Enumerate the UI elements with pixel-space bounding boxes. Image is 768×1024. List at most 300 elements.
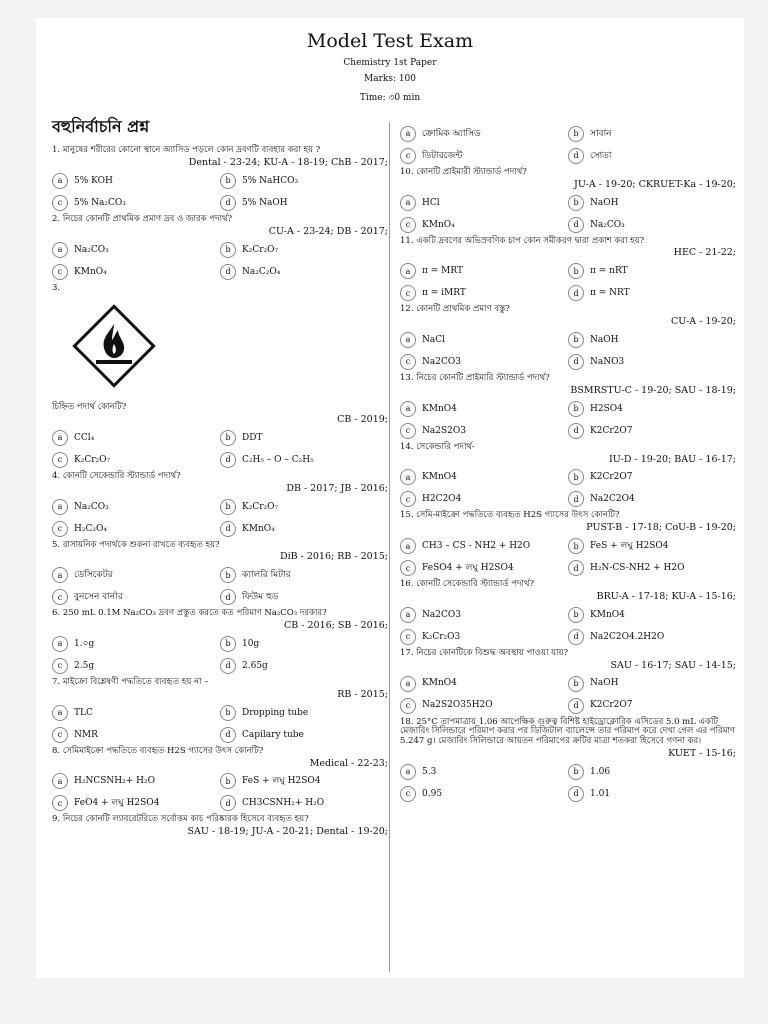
option-text: FeSO4 + লঘু H2SO4 <box>422 562 514 573</box>
answer-option[interactable] <box>400 764 568 780</box>
option-bubble[interactable]: a <box>52 567 68 583</box>
answer-option[interactable] <box>568 126 736 142</box>
answer-option[interactable] <box>400 676 568 692</box>
option-bubble[interactable]: b <box>568 332 584 348</box>
answer-option[interactable] <box>220 567 388 583</box>
question-item <box>400 168 736 233</box>
question-text <box>400 168 736 178</box>
question-body: মানুষের শরীরের কোনো স্থানে অ্যাসিড পড়লে কোন দ্রবণটি ব্যবহার করা হয় ? <box>62 145 321 156</box>
option-bubble[interactable]: d <box>568 491 584 507</box>
answer-option[interactable] <box>400 263 568 279</box>
option-bubble[interactable]: a <box>400 126 416 142</box>
answer-option[interactable] <box>568 332 736 348</box>
option-text: KMnO4 <box>422 472 457 483</box>
answer-option[interactable] <box>220 636 388 652</box>
option-text: 1.০g <box>74 638 95 649</box>
question-number: 11. <box>400 235 414 246</box>
question-source: DiB - 2016; RB - 2015; <box>279 551 388 563</box>
option-text: π = NRT <box>590 288 630 299</box>
option-bubble[interactable]: c <box>52 727 68 743</box>
option-text: K₂Cr₂O₇ <box>242 244 279 255</box>
option-bubble[interactable]: b <box>568 263 584 279</box>
answer-options <box>400 401 736 439</box>
time-label: Time: ৩0 min <box>359 93 421 103</box>
answer-option[interactable] <box>52 264 220 280</box>
exam-page <box>36 18 744 978</box>
answer-option[interactable] <box>220 727 388 743</box>
option-bubble[interactable]: a <box>52 499 68 515</box>
option-text: NaCl <box>422 334 446 345</box>
question-number: 3. <box>52 282 61 293</box>
question-item <box>400 580 736 645</box>
section-title: বহুনির্বাচনি প্রশ্ন <box>52 117 150 136</box>
option-text: ডিটারজেন্ট <box>422 150 463 161</box>
question-body: নিচের কোনটি প্রাইমারি স্ট্যান্ডার্ড পদার্থ? <box>416 373 550 384</box>
answer-option[interactable] <box>400 469 568 485</box>
option-bubble[interactable]: d <box>220 264 236 280</box>
answer-option[interactable] <box>52 727 220 743</box>
answer-option[interactable] <box>400 126 568 142</box>
option-bubble[interactable]: a <box>52 705 68 721</box>
question-source: HEC - 21-22; <box>673 247 736 259</box>
answer-option[interactable] <box>220 195 388 211</box>
option-text: 5.3 <box>422 766 437 777</box>
question-source: JU-A - 19-20; CKRUET-Ka - 19-20; <box>574 178 736 190</box>
answer-option[interactable] <box>400 285 568 301</box>
marks-label: Marks: 100 <box>363 74 417 84</box>
option-text: ডেসিকেটর <box>74 570 113 581</box>
answer-option[interactable] <box>220 773 388 789</box>
option-text: 2.65g <box>242 660 268 671</box>
question-item <box>52 146 388 211</box>
answer-option[interactable] <box>220 705 388 721</box>
answer-option[interactable] <box>52 452 220 468</box>
question-source: Dental - 23-24; KU-A - 18-19; ChB - 2017; <box>188 157 388 169</box>
option-text: 0.95 <box>422 788 443 799</box>
option-bubble[interactable]: a <box>52 773 68 789</box>
option-bubble[interactable]: b <box>568 538 584 554</box>
option-text: ক্যালরি মিটার <box>242 570 291 581</box>
option-text: NMR <box>74 729 98 740</box>
option-bubble[interactable]: a <box>400 538 416 554</box>
question-text <box>400 305 736 315</box>
option-bubble[interactable]: c <box>52 795 68 811</box>
question-item <box>52 472 388 537</box>
option-bubble[interactable]: a <box>400 332 416 348</box>
answer-option[interactable] <box>568 560 736 576</box>
answer-option[interactable] <box>568 263 736 279</box>
option-text: 1.01 <box>590 788 611 799</box>
question-text <box>400 580 736 590</box>
answer-options <box>400 332 736 370</box>
option-text: Na2CO3 <box>422 356 461 367</box>
left-column <box>52 118 388 838</box>
question-source: CB - 2019; <box>337 414 388 426</box>
answer-option[interactable] <box>220 499 388 515</box>
answer-options <box>400 195 736 233</box>
question-body: নিচের কোনটিকে বিশুদ্ধ অবস্থায় পাওয়া যায়? <box>416 647 569 658</box>
option-text: C₂H₅ – O – C₂H₅ <box>242 454 314 465</box>
option-text: DDT <box>242 432 263 443</box>
option-bubble[interactable]: c <box>52 264 68 280</box>
answer-options <box>52 173 388 211</box>
option-text: Na₂CO₃ <box>74 244 109 255</box>
question-text <box>400 443 736 453</box>
option-text: CCl₄ <box>74 432 95 443</box>
option-bubble[interactable]: c <box>52 521 68 537</box>
question-text <box>52 609 388 619</box>
question-number: 5. <box>52 539 61 550</box>
question-item <box>400 649 736 714</box>
option-bubble[interactable]: d <box>220 521 236 537</box>
question-text <box>400 374 736 384</box>
option-bubble[interactable]: a <box>52 242 68 258</box>
answer-option[interactable] <box>568 491 736 507</box>
option-text: TLC <box>74 707 93 718</box>
option-bubble[interactable]: d <box>568 629 584 645</box>
option-text: 2.5g <box>74 660 95 671</box>
answer-option[interactable] <box>400 491 568 507</box>
option-bubble[interactable]: d <box>568 698 584 714</box>
option-text: KMnO4 <box>422 403 457 414</box>
question-text <box>400 649 736 659</box>
answer-option[interactable] <box>568 607 736 623</box>
option-bubble[interactable]: d <box>220 795 236 811</box>
question-item <box>400 237 736 302</box>
option-bubble[interactable]: b <box>220 636 236 652</box>
option-bubble[interactable]: a <box>52 636 68 652</box>
option-bubble[interactable]: d <box>568 423 584 439</box>
answer-option[interactable] <box>220 242 388 258</box>
option-text: বুনসেন বার্নার <box>74 592 123 603</box>
question-text <box>52 215 388 225</box>
question-item <box>400 374 736 439</box>
answer-option[interactable] <box>568 401 736 417</box>
answer-option[interactable] <box>220 264 388 280</box>
question-item <box>52 609 388 674</box>
option-text: সাবান <box>590 128 612 139</box>
option-bubble[interactable]: c <box>400 698 416 714</box>
option-bubble[interactable]: b <box>568 469 584 485</box>
option-bubble[interactable]: d <box>220 658 236 674</box>
answer-option[interactable] <box>220 795 388 811</box>
question-number: 9. <box>52 814 61 825</box>
answer-option[interactable] <box>52 430 220 446</box>
option-text: KMnO4 <box>422 678 457 689</box>
question-body: 250 mL 0.1M Na₂CO₃ দ্রবণ প্রস্তুত করতে কত পরিমাণ Na₂CO₃ দরকার? <box>62 608 327 619</box>
option-bubble[interactable]: c <box>52 452 68 468</box>
option-text: 5% NaOH <box>242 197 288 208</box>
answer-option[interactable] <box>400 538 568 554</box>
answer-option[interactable] <box>220 173 388 189</box>
option-text: H₂N-CS-NH2 + H2O <box>590 562 685 573</box>
option-bubble[interactable]: c <box>400 148 416 164</box>
option-bubble[interactable]: a <box>400 607 416 623</box>
option-bubble[interactable]: b <box>220 173 236 189</box>
option-text: Na2S2O35H2O <box>422 700 493 711</box>
answer-option[interactable] <box>568 764 736 780</box>
answer-option[interactable] <box>400 332 568 348</box>
question-item <box>52 215 388 280</box>
answer-option[interactable] <box>400 560 568 576</box>
option-bubble[interactable]: d <box>220 589 236 605</box>
question-number: 10. <box>400 167 414 177</box>
option-text: KMnO₄ <box>422 219 455 230</box>
question-source: BRU-A - 17-18; KU-A - 15-16; <box>596 590 736 602</box>
question-number: 6. <box>52 608 61 619</box>
option-bubble[interactable]: c <box>400 217 416 233</box>
question-body: একটি দ্রবণের অভিস্রবণিক চাপ কোন সমীকরণ দ্বারা প্রকাশ করা হয়? <box>416 235 645 246</box>
option-text: KMnO₄ <box>74 266 107 277</box>
question-body: রাসায়নিক পদার্থকে শুকনা রাখতে ব্যবহৃত হয়? <box>62 539 220 550</box>
option-bubble[interactable]: b <box>568 676 584 692</box>
answer-options <box>52 499 388 537</box>
option-bubble[interactable]: c <box>400 491 416 507</box>
answer-option[interactable] <box>400 698 568 714</box>
option-bubble[interactable]: a <box>52 173 68 189</box>
answer-option[interactable] <box>400 148 568 164</box>
option-bubble[interactable]: b <box>568 401 584 417</box>
question-source: BSMRSTU-C - 19-20; SAU - 18-19; <box>570 384 736 396</box>
option-text: H₂NCSNH₂+ H₂O <box>74 776 155 787</box>
answer-option[interactable] <box>52 521 220 537</box>
option-text: π = nRT <box>590 266 628 277</box>
option-bubble[interactable]: d <box>220 452 236 468</box>
option-text: NaOH <box>590 197 619 208</box>
option-text: 5% NaHCO₃ <box>242 175 299 186</box>
column-divider <box>389 122 390 972</box>
answer-options <box>400 764 736 802</box>
answer-option[interactable] <box>568 217 736 233</box>
option-text: 10g <box>242 638 260 649</box>
option-text: HCl <box>422 197 440 208</box>
question-source: Medical - 22-23; <box>309 757 388 769</box>
answer-option[interactable] <box>52 499 220 515</box>
option-bubble[interactable]: a <box>400 764 416 780</box>
answer-option[interactable] <box>568 676 736 692</box>
question-source: CU-A - 23-24; DB - 2017; <box>268 225 388 237</box>
question-source: PUST-B - 17-18; CoU-B - 19-20; <box>586 522 736 534</box>
question-body: মাইক্রো বিশ্লেষণী পদ্ধতিতে ব্যবহৃত হয় না – <box>62 677 209 688</box>
question-body: সেমি-মাইক্রো পদ্ধতিতে ব্যবহৃত H2S গ্যাসের উৎস কোনটি? <box>416 510 620 521</box>
answer-option[interactable] <box>568 538 736 554</box>
answer-option[interactable] <box>52 658 220 674</box>
option-bubble[interactable]: c <box>400 285 416 301</box>
option-bubble[interactable]: a <box>400 676 416 692</box>
question-source: KUET - 15-16; <box>668 747 736 759</box>
option-text: Capilary tube <box>242 729 304 740</box>
option-text: 5% KOH <box>74 175 113 186</box>
question-number: 4. <box>52 470 61 481</box>
subject-subtitle: Chemistry 1st Paper <box>343 58 437 68</box>
option-bubble[interactable]: a <box>400 263 416 279</box>
question-item <box>400 718 736 802</box>
option-text: NaOH <box>590 678 619 689</box>
option-bubble[interactable]: d <box>220 727 236 743</box>
answer-options <box>52 567 388 605</box>
answer-option[interactable] <box>400 607 568 623</box>
option-bubble[interactable]: c <box>52 589 68 605</box>
question-body: সেকেন্ডারি পদার্থ- <box>416 441 475 452</box>
question-body: নিচের কোনটি প্রাথমিক প্রমাণ দ্রব ও জারক পদার্থ? <box>62 214 233 225</box>
question-item <box>52 284 388 468</box>
option-text: Dropping tube <box>242 707 309 718</box>
question-source: SAU - 16-17; SAU - 14-15; <box>610 659 736 671</box>
answer-option[interactable] <box>400 629 568 645</box>
option-bubble[interactable]: a <box>52 430 68 446</box>
option-text: π = MRT <box>422 266 464 277</box>
option-bubble[interactable]: c <box>52 658 68 674</box>
option-text: ফিউম হুড <box>242 592 279 603</box>
option-text: π = iMRT <box>422 288 466 299</box>
option-bubble[interactable]: b <box>568 607 584 623</box>
question-number: 14. <box>400 441 414 452</box>
answer-option[interactable] <box>220 452 388 468</box>
option-text: ক্রোমিক অ্যাসিড <box>422 128 481 139</box>
option-bubble[interactable]: b <box>220 242 236 258</box>
answer-options <box>52 242 388 280</box>
answer-option[interactable] <box>568 148 736 164</box>
option-bubble[interactable]: b <box>220 567 236 583</box>
option-bubble[interactable]: b <box>568 195 584 211</box>
option-bubble[interactable]: c <box>400 423 416 439</box>
answer-option[interactable] <box>568 698 736 714</box>
question-item <box>400 443 736 508</box>
answer-options <box>52 705 388 743</box>
answer-option[interactable] <box>400 401 568 417</box>
option-bubble[interactable]: d <box>568 560 584 576</box>
question-number: 17. <box>400 647 414 658</box>
answer-option[interactable] <box>220 658 388 674</box>
option-bubble[interactable]: a <box>400 195 416 211</box>
option-text: KMnO₄ <box>242 523 275 534</box>
option-bubble[interactable]: d <box>568 285 584 301</box>
answer-option[interactable] <box>52 636 220 652</box>
question-source: CB - 2016; SB - 2016; <box>283 620 388 632</box>
answer-option[interactable] <box>52 567 220 583</box>
question-body: সেমিমাইক্রো পদ্ধতিতে ব্যবহৃত H2S গ্যাসের উৎস কোনটি? <box>62 745 264 756</box>
option-bubble[interactable]: a <box>400 469 416 485</box>
question-text <box>400 718 736 747</box>
option-text: CH3 – CS - NH2 + H2O <box>422 540 531 551</box>
option-bubble[interactable]: c <box>52 195 68 211</box>
option-text: FeO4 + লঘু H2SO4 <box>74 798 160 809</box>
question-number: 18. <box>400 716 414 727</box>
answer-option[interactable] <box>52 795 220 811</box>
option-text: K2Cr2O7 <box>590 425 633 436</box>
answer-option[interactable] <box>52 195 220 211</box>
option-bubble[interactable]: c <box>400 629 416 645</box>
answer-option[interactable] <box>220 589 388 605</box>
answer-option[interactable] <box>52 705 220 721</box>
question-text <box>52 146 388 156</box>
option-text: H₂C₂O₄ <box>74 523 107 534</box>
answer-options <box>52 430 388 468</box>
answer-option[interactable] <box>400 354 568 370</box>
question-source: IU-D - 19-20; BAU - 16-17; <box>609 453 736 465</box>
option-bubble[interactable]: c <box>400 560 416 576</box>
question-body: চিহ্নিত পদার্থ কোনটি? <box>52 402 127 413</box>
answer-option[interactable] <box>568 354 736 370</box>
answer-option[interactable] <box>568 469 736 485</box>
answer-option[interactable] <box>400 786 568 802</box>
option-text: Na₂CO₃ <box>590 219 625 230</box>
option-bubble[interactable]: d <box>568 217 584 233</box>
question-item <box>400 511 736 576</box>
answer-option[interactable] <box>52 589 220 605</box>
question-body: কোনটি সেকেন্ডারি স্ট্যান্ডার্ড পদার্থ? <box>416 579 535 590</box>
option-text: Na₂C₂O₄ <box>242 266 281 277</box>
question-number: 15. <box>400 510 414 521</box>
question-item <box>52 678 388 743</box>
question-number: 12. <box>400 304 414 315</box>
answer-option[interactable] <box>568 195 736 211</box>
answer-options <box>52 636 388 674</box>
question-body: কোনটি প্রাথমিক প্রমাণ বস্তু? <box>416 304 510 315</box>
option-bubble[interactable]: b <box>220 773 236 789</box>
option-bubble[interactable]: d <box>568 786 584 802</box>
option-text: Na2C2O4 <box>590 494 635 505</box>
option-text: K2Cr2O7 <box>590 472 633 483</box>
question-source: SAU - 18-19; JU-A - 20-21; Dental - 19-20; <box>187 826 388 838</box>
question-number: 8. <box>52 745 61 756</box>
exam-title: Model Test Exam <box>306 30 474 52</box>
answer-options <box>400 607 736 645</box>
answer-option[interactable] <box>400 423 568 439</box>
answer-options <box>400 676 736 714</box>
question-body: কোনটি সেকেন্ডারি স্ট্যান্ডার্ড পদার্থ? <box>62 470 181 481</box>
answer-option[interactable] <box>220 430 388 446</box>
option-bubble[interactable]: d <box>568 354 584 370</box>
answer-option[interactable] <box>220 521 388 537</box>
answer-option[interactable] <box>52 773 220 789</box>
option-bubble[interactable]: b <box>220 705 236 721</box>
question-source: RB - 2015; <box>337 688 388 700</box>
option-bubble[interactable]: d <box>568 148 584 164</box>
option-bubble[interactable]: d <box>220 195 236 211</box>
question-number: 1. <box>52 145 61 156</box>
option-bubble[interactable]: a <box>400 401 416 417</box>
question-source: CU-A - 19-20; <box>670 316 736 328</box>
option-text: K₂Cr₂O₇ <box>242 501 279 512</box>
answer-option[interactable] <box>52 242 220 258</box>
question-item <box>400 305 736 370</box>
option-text: NaNO3 <box>590 356 625 367</box>
answer-option[interactable] <box>400 217 568 233</box>
answer-option[interactable] <box>568 423 736 439</box>
question-text <box>52 815 388 825</box>
answer-option[interactable] <box>568 629 736 645</box>
option-bubble[interactable]: b <box>568 764 584 780</box>
option-text: Na2C2O4.2H2O <box>590 631 665 642</box>
option-bubble[interactable]: b <box>220 430 236 446</box>
question-text <box>52 747 388 757</box>
option-bubble[interactable]: b <box>568 126 584 142</box>
right-column <box>400 122 736 806</box>
question-body: কোনটি প্রাইমারী স্ট্যান্ডার্ড পদার্থ? <box>416 167 527 177</box>
question-number: 2. <box>52 214 61 225</box>
answer-option[interactable] <box>568 786 736 802</box>
option-bubble[interactable]: c <box>400 786 416 802</box>
option-text: FeS + লঘু H2SO4 <box>590 540 669 551</box>
answer-option[interactable] <box>400 195 568 211</box>
answer-option[interactable] <box>52 173 220 189</box>
answer-options <box>400 263 736 301</box>
option-bubble[interactable]: b <box>220 499 236 515</box>
answer-option[interactable] <box>568 285 736 301</box>
option-text: H2C2O4 <box>422 494 462 505</box>
option-bubble[interactable]: c <box>400 354 416 370</box>
